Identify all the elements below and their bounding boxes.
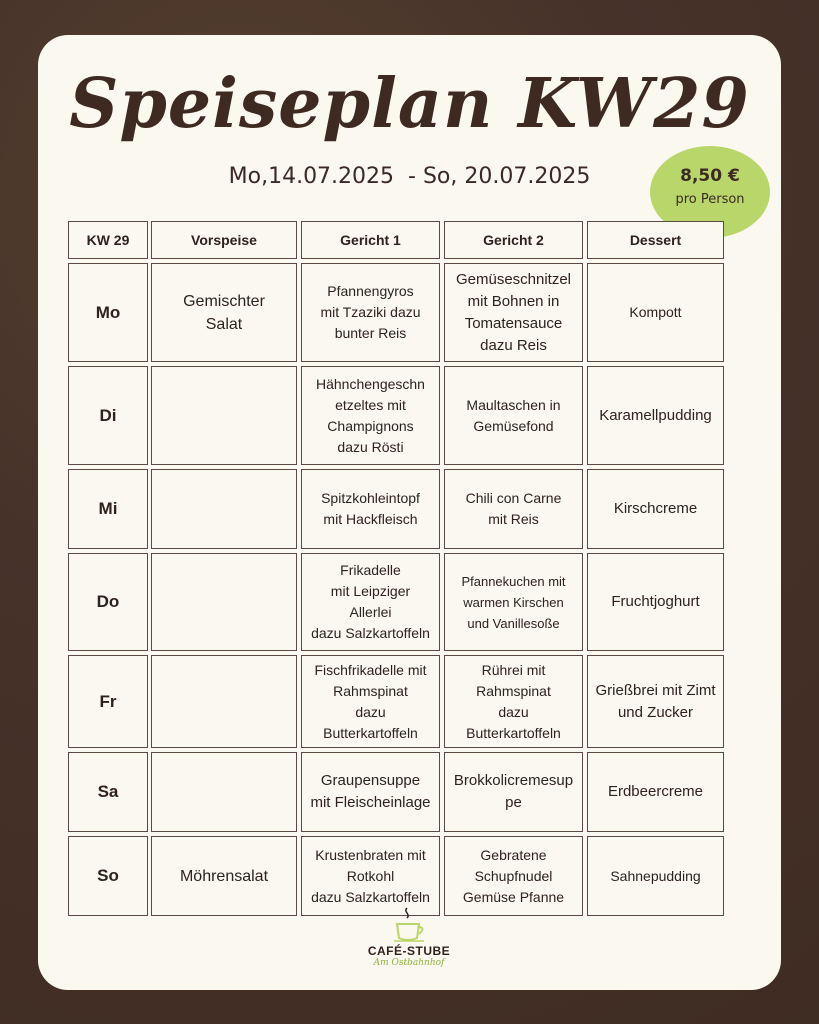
cell-mo-vorspeise-text: Gemischter Salat — [183, 292, 265, 333]
cell-di-vorspeise — [151, 366, 297, 465]
page-title: Speiseplan KW29 — [69, 64, 750, 144]
cell-do-vorspeise — [151, 553, 297, 651]
cell-do-kw-text: Do — [96, 592, 120, 611]
cafe-logo — [356, 906, 462, 978]
cell-so-kw-text: So — [97, 866, 119, 885]
cell-fr-kw-text: Fr — [99, 691, 117, 711]
cell-mo-gericht-1 — [301, 263, 440, 362]
cell-di-gericht-2-text: Maultaschen in Gemüsefond — [466, 396, 561, 434]
cell-sa-vorspeise — [151, 752, 297, 832]
cell-mo-gericht-2-text: Gemüseschnitzel mit Bohnen in Tomatensauce dazu Reis — [455, 270, 572, 354]
cell-mi-kw-text: Mi — [98, 499, 118, 518]
header-gericht-1 — [301, 221, 440, 259]
cell-di-dessert-text: Karamellpudding — [599, 406, 712, 424]
cell-fr-gericht-1 — [301, 655, 440, 748]
cell-mo-kw — [68, 263, 148, 362]
cell-fr-gericht-2-text: Rührei mit Rahmspinat dazu Butterkartoffeln — [466, 661, 561, 741]
cell-di-dessert — [587, 366, 724, 465]
header-kw — [68, 221, 148, 259]
cell-so-gericht-2-text: Gebratene Schupfnudel Gemüse Pfanne — [462, 846, 565, 905]
cell-mi-gericht-1-text: Spitzkohleintopf mit Hackfleisch — [321, 490, 420, 527]
cell-fr-vorspeise — [151, 655, 297, 748]
cell-so-gericht-2 — [444, 836, 583, 916]
header-vorspeise-text: Vorspeise — [191, 232, 257, 248]
logo-tagline: Am Ostbahnhof — [373, 958, 445, 968]
date-range: Mo,14.07.2025 - So, 20.07.2025 — [228, 164, 591, 189]
cell-mi-gericht-1 — [301, 469, 440, 549]
cell-do-dessert-text: Fruchtjoghurt — [611, 593, 700, 610]
cell-do-gericht-1 — [301, 553, 440, 651]
cell-mo-kw-text: Mo — [95, 302, 121, 322]
cell-sa-dessert-text: Erdbeercreme — [607, 783, 704, 800]
cell-fr-kw — [68, 655, 148, 748]
cell-di-gericht-2 — [444, 366, 583, 465]
cell-so-gericht-1 — [301, 836, 440, 916]
cell-do-kw — [68, 553, 148, 651]
cell-mi-dessert — [587, 469, 724, 549]
cell-fr-gericht-1-text: Fischfrikadelle mit Rahmspinat dazu Butterkartoffeln — [314, 661, 427, 741]
cell-sa-gericht-1-text: Graupensuppe mit Fleischeinlage — [310, 772, 431, 811]
logo-name: CAFÉ-STUBE — [367, 944, 451, 958]
cell-sa-kw-text: Sa — [97, 782, 119, 801]
cell-mi-kw — [68, 469, 148, 549]
cell-do-dessert — [587, 553, 724, 651]
cell-sa-gericht-1 — [301, 752, 440, 832]
cell-di-kw-text: Di — [99, 405, 117, 425]
cell-di-gericht-1-text: Hähnchengeschn etzeltes mit Champignons dazu Rösti — [316, 375, 425, 455]
header-gericht-1-text: Gericht 1 — [340, 232, 401, 248]
cell-fr-dessert — [587, 655, 724, 748]
cell-mi-vorspeise — [151, 469, 297, 549]
coffee-cup-icon — [389, 906, 429, 946]
header-vorspeise — [151, 221, 297, 259]
cell-mo-dessert — [587, 263, 724, 362]
cell-sa-gericht-2 — [444, 752, 583, 832]
cell-so-vorspeise — [151, 836, 297, 916]
cell-fr-dessert-text: Grießbrei mit Zimt und Zucker — [595, 681, 716, 721]
cell-so-dessert-text: Sahnepudding — [610, 867, 701, 884]
cell-mo-gericht-1-text: Pfannengyros mit Tzaziki dazu bunter Reis — [320, 283, 421, 341]
cell-di-gericht-1 — [301, 366, 440, 465]
cell-sa-dessert — [587, 752, 724, 832]
cell-mo-vorspeise — [151, 263, 297, 362]
cell-so-gericht-1-text: Krustenbraten mit Rotkohl dazu Salzkartoffeln — [311, 846, 430, 905]
cell-do-gericht-2 — [444, 553, 583, 651]
header-dessert-text: Dessert — [629, 232, 682, 248]
cell-do-gericht-2-text: Pfannekuchen mit warmen Kirschen und Vanillesoße — [461, 573, 566, 631]
header-gericht-2-text: Gericht 2 — [483, 232, 544, 248]
header-dessert — [587, 221, 724, 259]
cell-di-kw — [68, 366, 148, 465]
cell-mo-gericht-2 — [444, 263, 583, 362]
cell-fr-gericht-2 — [444, 655, 583, 748]
cell-sa-kw — [68, 752, 148, 832]
cell-mi-gericht-2-text: Chili con Carne mit Reis — [465, 490, 562, 527]
cell-mi-dessert-text: Kirschcreme — [613, 500, 698, 517]
cell-do-gericht-1-text: Frikadelle mit Leipziger Allerlei dazu Salzkartoffeln — [311, 562, 430, 641]
price-per-person: pro Person — [675, 192, 745, 207]
cell-mo-dessert-text: Kompott — [629, 304, 682, 320]
cell-mi-gericht-2 — [444, 469, 583, 549]
header-gericht-2 — [444, 221, 583, 259]
cell-so-vorspeise-text: Möhrensalat — [179, 867, 269, 885]
cell-sa-gericht-2-text: Brokkolicremesup pe — [453, 772, 574, 811]
cell-so-kw — [68, 836, 148, 916]
header-kw-text: KW 29 — [86, 232, 130, 248]
price-amount: 8,50 € — [680, 166, 740, 186]
cell-so-dessert — [587, 836, 724, 916]
